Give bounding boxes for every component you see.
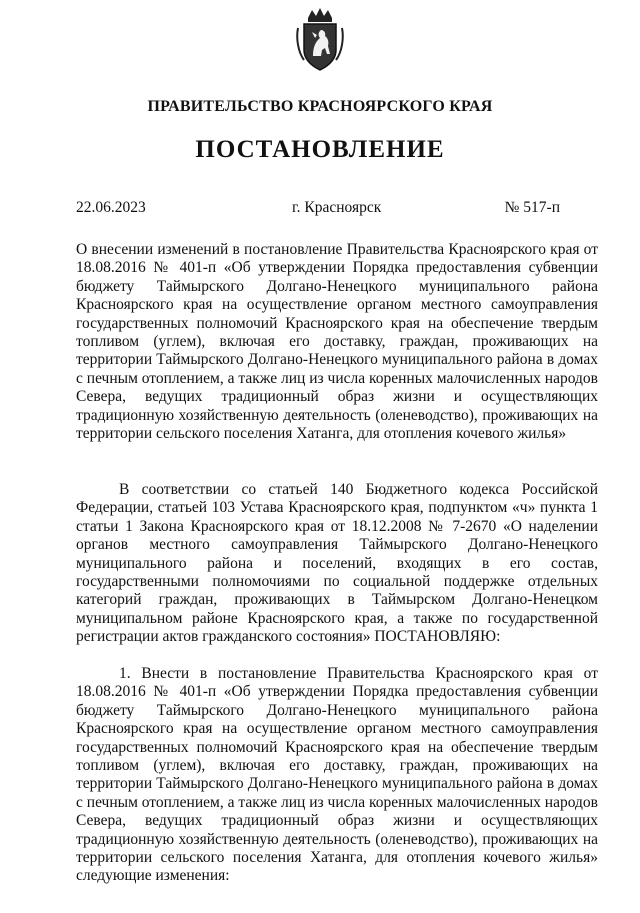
document-number: № 517-п: [504, 199, 560, 216]
document-subject: О внесении изменений в постановление Правительства Красноярского края от 18.08.2016 № 401-п «Об утверждении Порядка предоставления субвенции бюджету Таймырского Долгано-Ненецкого муниципального района Красноярского края на осуществление органом местного самоуправления государственных полномочий Красноярского края на обеспечение твердым топливом (углем), включая его доставку, граждан, проживающих на территории Таймырского Долгано-Ненецкого муниципального района в домах с печным отоплением, а также лиц из числа коренных малочисленных народов Севера, ведущих традиционный образ жизни и осуществляющих традиционную хозяйственную деятельность (оленеводство), проживающих на территории сельского поселения Хатанга, для отопления кочевого жилья»: [76, 241, 598, 443]
document-city: г. Красноярск: [292, 199, 382, 216]
document-date: 22.06.2023: [76, 199, 146, 216]
government-name: ПРАВИТЕЛЬСТВО КРАСНОЯРСКОГО КРАЯ: [147, 98, 493, 115]
krasnoyarsk-coat-of-arms-icon: [294, 8, 346, 72]
document-type-title: ПОСТАНОВЛЕНИЕ: [195, 136, 445, 163]
item-1-paragraph: 1. Внести в постановление Правительства Красноярского края от 18.08.2016 № 401-п «Об утверждении Порядка предоставления субвенции бюджету Таймырского Долгано-Ненецкого муниципального района Красноярского края на осуществление органом местного самоуправления государственных полномочий Красноярского края на обеспечение твердым топливом (углем), включая его доставку, граждан, проживающих на территории Таймырского Долгано-Ненецкого муниципального района в домах с печным отоплением, а также лиц из числа коренных малочисленных народов Севера, ведущих традиционный образ жизни и осуществляющих традиционную хозяйственную деятельность (оленеводство), проживающих на территории сельского поселения Хатанга, для отопления кочевого жилья» следующие изменения:: [76, 665, 598, 885]
preamble-paragraph: В соответствии со статьей 140 Бюджетного кодекса Российской Федерации, статьей 103 Устава Красноярского края, подпунктом «ч» пункта 1 статьи 1 Закона Красноярского края от 18.12.2008 № 7-2670 «О наделении органов местного самоуправления Таймырского Долгано-Ненецкого муниципального района и поселений, входящих в его состав, государственными полномочиями по социальной поддержке отдельных категорий граждан, проживающих в Таймырском Долгано-Ненецком муниципальном районе Красноярского края, а также по государственной регистрации актов гражданского состояния» ПОСТАНОВЛЯЮ:: [76, 481, 598, 646]
